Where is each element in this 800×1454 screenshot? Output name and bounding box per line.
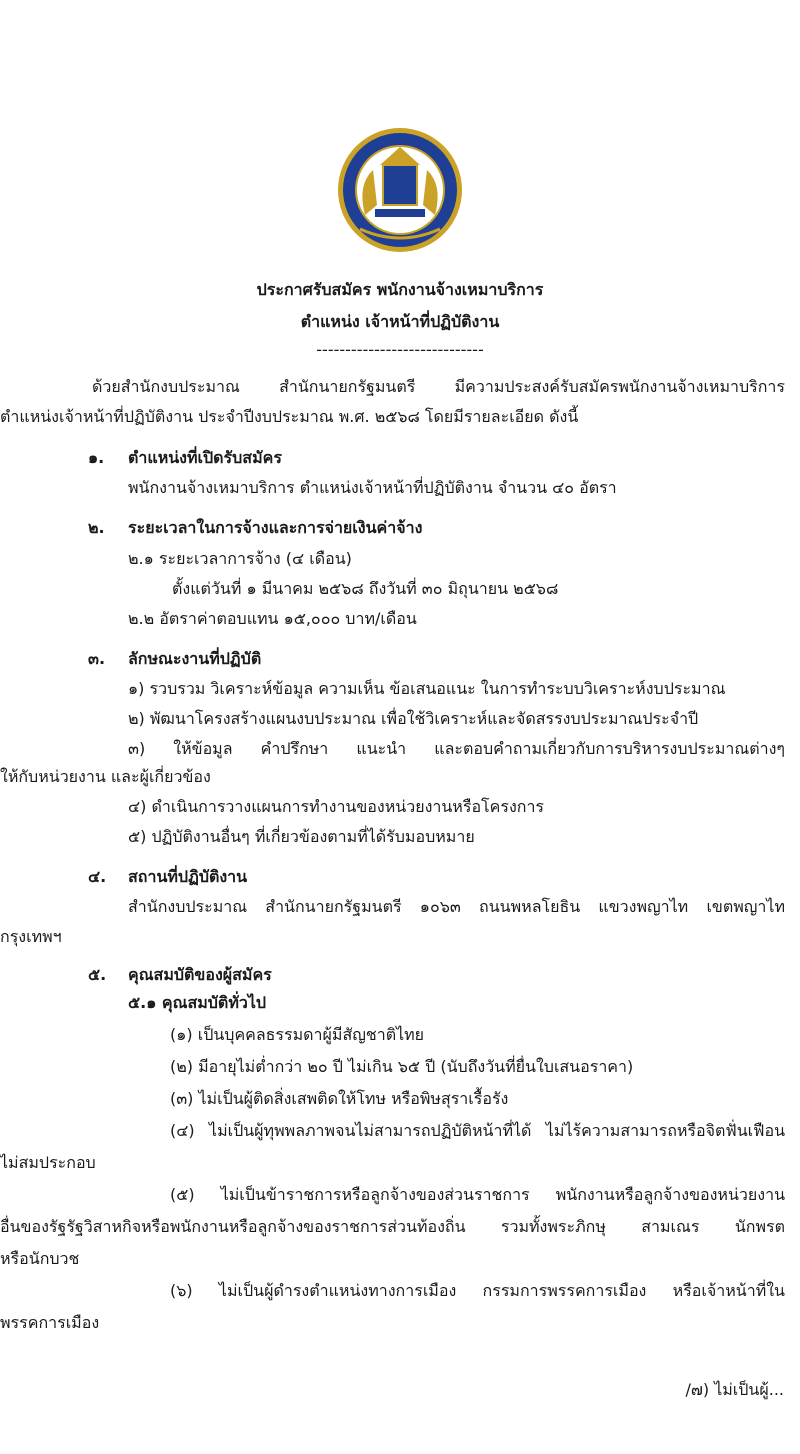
qualification-continuation: ไม่สมประกอบ	[0, 1153, 96, 1172]
section-2-item-1: ๒.๑ ระยะเวลาการจ้าง (๔ เดือน)	[128, 549, 352, 568]
section-number: ๕.	[88, 965, 107, 984]
qualification-continuation: หรือนักบวช	[0, 1249, 80, 1268]
section-5-heading	[88, 963, 272, 987]
section-number: ๑.	[88, 448, 105, 467]
title-divider: -----------------------------	[316, 340, 484, 359]
qualification-item: (๕) ไม่เป็นข้าราชการหรือลูกจ้างของส่วนราชการ พนักงานหรือลูกจ้างของหน่วยงาน	[170, 1185, 785, 1204]
section-4-body-continuation: กรุงเทพฯ	[0, 927, 62, 946]
intro-line-1: ด้วยสำนักงบประมาณ สำนักนายกรัฐมนตรี มีความประสงค์รับสมัครพนักงานจ้างเหมาบริการ	[92, 377, 785, 396]
heading-text: ระยะเวลาในการจ้างและการจ่ายเงินค่าจ้าง	[128, 518, 423, 537]
qualification-continuation: พรรคการเมือง	[0, 1313, 100, 1332]
section-3-item: ๔) ดำเนินการวางแผนการทำงานของหน่วยงานหรือโครงการ	[128, 797, 545, 816]
section-2-item-1-dates: ตั้งแต่วันที่ ๑ มีนาคม ๒๕๖๘ ถึงวันที่ ๓๐ มิถุนายน ๒๕๖๘	[172, 579, 559, 598]
heading-text: คุณสมบัติของผู้สมัคร	[128, 965, 272, 984]
section-3-item: ๒) พัฒนาโครงสร้างแผนงบประมาณ เพื่อใช้วิเคราะห์และจัดสรรงบประมาณประจำปี	[128, 709, 699, 728]
section-4-body: สำนักงบประมาณ สำนักนายกรัฐมนตรี ๑๐๖๓ ถนนพหลโยธิน แขวงพญาไท เขตพญาไท	[128, 897, 785, 916]
qualification-item: (๖) ไม่เป็นผู้ดำรงตำแหน่งทางการเมือง กรรมการพรรคการเมือง หรือเจ้าหน้าที่ใน	[170, 1281, 785, 1300]
budget-bureau-seal-logo	[335, 125, 465, 255]
title-line-2: ตำแหน่ง เจ้าหน้าที่ปฏิบัติงาน	[300, 312, 500, 331]
section-4-heading	[88, 865, 247, 889]
heading-text: สถานที่ปฏิบัติงาน	[128, 867, 248, 886]
section-1-body: พนักงานจ้างเหมาบริการ ตำแหน่งเจ้าหน้าที่ปฏิบัติงาน จำนวน ๔๐ อัตรา	[128, 478, 617, 497]
heading-text: ตำแหน่งที่เปิดรับสมัคร	[128, 448, 282, 467]
section-3-heading	[88, 647, 261, 671]
section-1-heading	[88, 446, 282, 470]
qualification-continuation: อื่นของรัฐรัฐวิสาหกิจหรือพนักงานหรือลูกจ้างของราชการส่วนท้องถิ่น รวมทั้งพระภิกษุ สามเณร นักพรต	[0, 1217, 785, 1236]
section-2-item-2: ๒.๒ อัตราค่าตอบแทน ๑๕,๐๐๐ บาท/เดือน	[128, 609, 417, 628]
section-3-item-continuation: ให้กับหน่วยงาน และผู้เกี่ยวข้อง	[0, 767, 211, 786]
qualification-item: (๔) ไม่เป็นผู้ทุพพลภาพจนไม่สามารถปฏิบัติหน้าที่ได้ ไม่ไร้ความสามารถหรือจิตฟั่นเฟือน	[170, 1121, 785, 1140]
section-2-heading	[88, 516, 422, 540]
heading-text: ลักษณะงานที่ปฏิบัติ	[128, 649, 262, 668]
qualification-item: (๒) มีอายุไม่ต่ำกว่า ๒๐ ปี ไม่เกิน ๖๕ ปี (นับถึงวันที่ยื่นใบเสนอราคา)	[170, 1057, 634, 1076]
section-number: ๓.	[88, 649, 106, 668]
section-3-item: ๓) ให้ข้อมูล คำปรึกษา แนะนำ และตอบคำถามเกี่ยวกับการบริหารงบประมาณต่างๆ	[128, 739, 785, 758]
section-number: ๔.	[88, 867, 107, 886]
section-3-item: ๕) ปฏิบัติงานอื่นๆ ที่เกี่ยวข้องตามที่ได้รับมอบหมาย	[128, 827, 475, 846]
continued-on-next-page: /๗) ไม่เป็นผู้...	[685, 1380, 784, 1399]
section-3-item: ๑) รวบรวม วิเคราะห์ข้อมูล ความเห็น ข้อเสนอแนะ ในการทำระบบวิเคราะห์งบประมาณ	[128, 679, 726, 698]
section-5-1-heading: ๕.๑ คุณสมบัติทั่วไป	[128, 993, 267, 1012]
title-line-1: ประกาศรับสมัคร พนักงานจ้างเหมาบริการ	[256, 280, 544, 299]
qualification-item: (๓) ไม่เป็นผู้ติดสิ่งเสพติดให้โทษ หรือพิษสุราเรื้อรัง	[170, 1089, 509, 1108]
qualification-item: (๑) เป็นบุคคลธรรมดาผู้มีสัญชาติไทย	[170, 1025, 425, 1044]
intro-line-2: ตำแหน่งเจ้าหน้าที่ปฏิบัติงาน ประจำปีงบประมาณ พ.ศ. ๒๕๖๘ โดยมีรายละเอียด ดังนี้	[0, 407, 579, 426]
section-number: ๒.	[88, 518, 105, 537]
